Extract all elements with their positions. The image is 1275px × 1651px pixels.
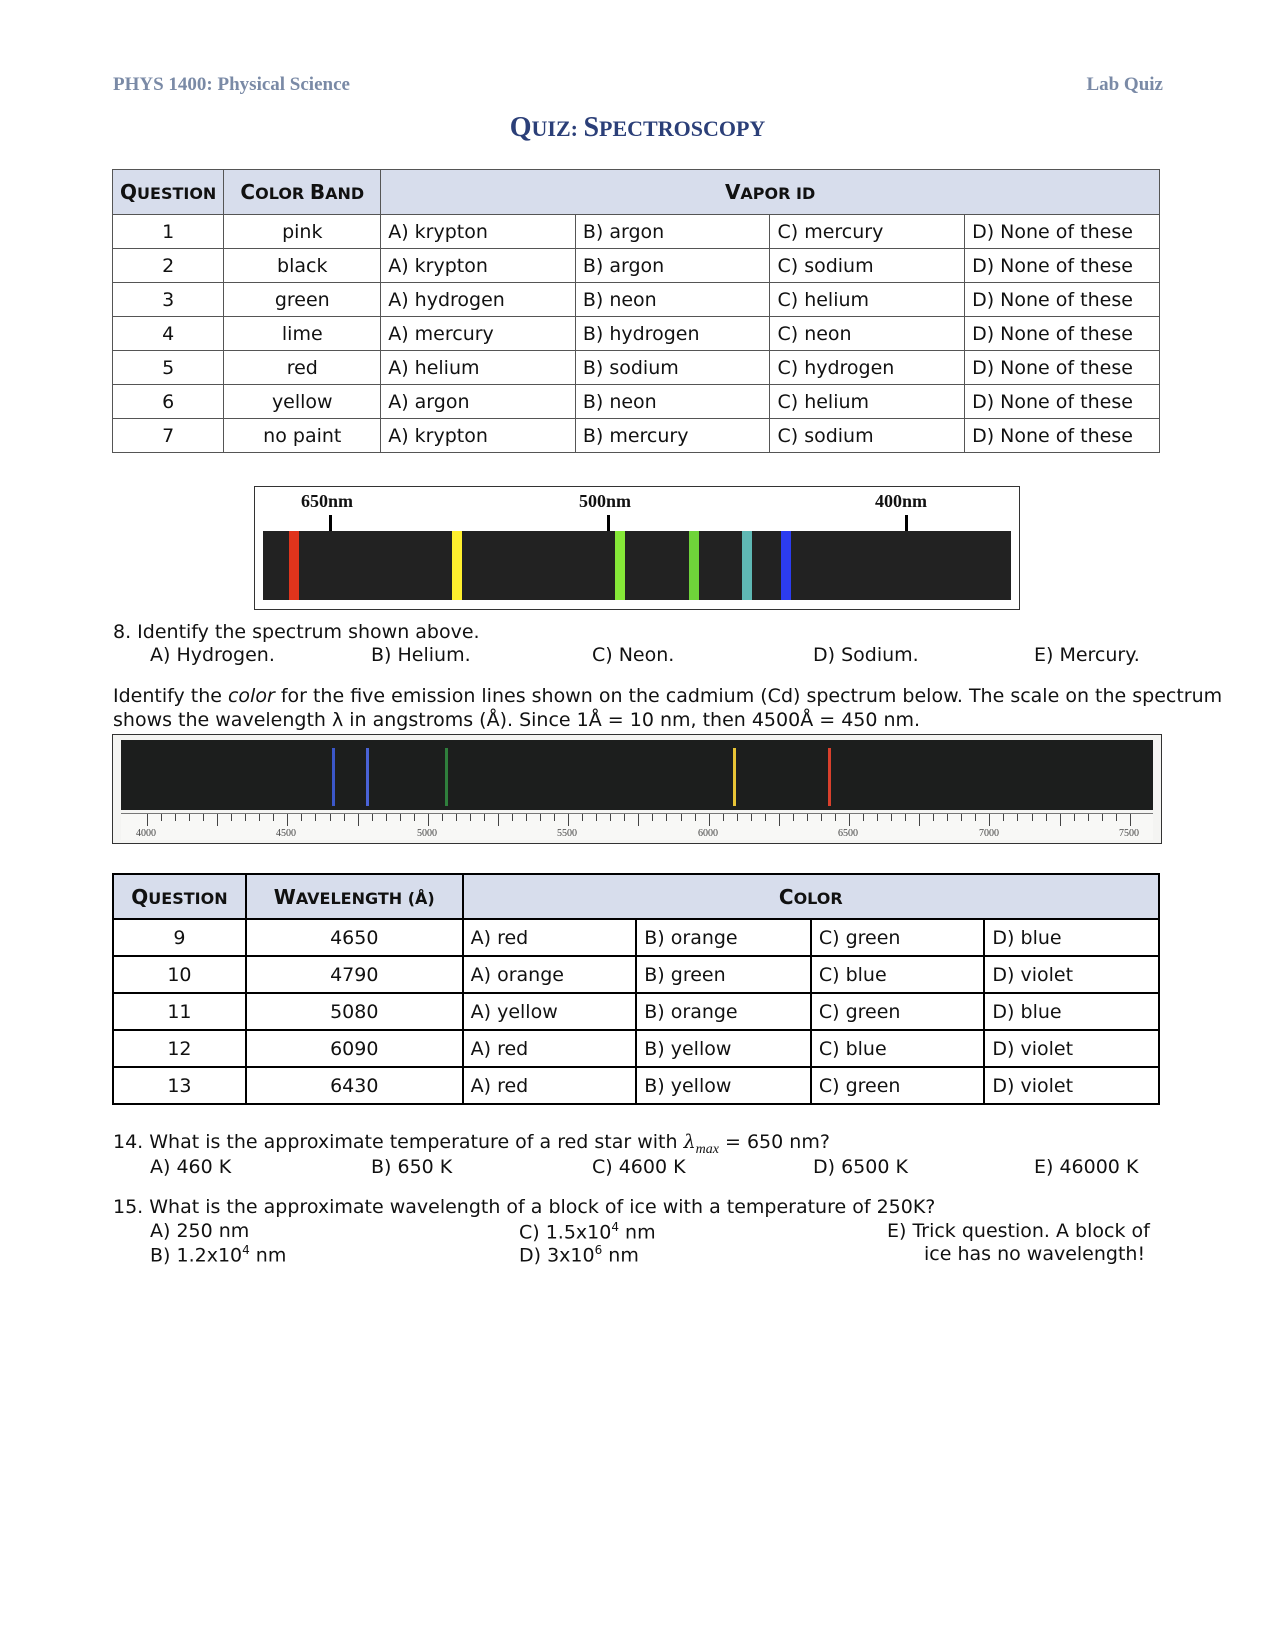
scale-tick <box>1088 814 1089 821</box>
scale-tick <box>414 814 415 821</box>
q8-choice-c[interactable]: C) Neon. <box>592 644 675 666</box>
choice-c[interactable]: C) blue <box>811 1030 985 1067</box>
scale-label: 6500 <box>838 828 858 839</box>
color-band: green <box>224 283 381 317</box>
col-color-header: COLOR <box>463 874 1159 919</box>
choice-b[interactable]: B) orange <box>636 919 811 956</box>
col-question-header: QUESTION <box>113 170 224 215</box>
table-row <box>113 419 1160 453</box>
choice-b[interactable]: B) neon <box>575 385 770 419</box>
choice-c[interactable]: C) green <box>811 1067 985 1104</box>
scale-tick <box>568 814 569 826</box>
scale-label: 5500 <box>557 828 577 839</box>
table-row <box>113 1067 1159 1104</box>
scale-tick <box>919 814 920 826</box>
choice-c[interactable]: C) hydrogen <box>770 351 965 385</box>
color-band: pink <box>224 215 381 249</box>
choice-a[interactable]: A) hydrogen <box>381 283 576 317</box>
q14-choice-a[interactable]: A) 460 K <box>150 1156 232 1178</box>
scale-tick <box>315 814 316 821</box>
choice-c[interactable]: C) neon <box>770 317 965 351</box>
q15-prompt: 15. What is the approximate wavelength of a block of ice with a temperature of 250K? <box>113 1196 936 1218</box>
scale-tick <box>610 814 611 821</box>
scale-tick <box>428 814 429 826</box>
scale-tick <box>596 814 597 821</box>
scale-tick <box>681 814 682 821</box>
col-vapor-id-header: VAPOR ID <box>381 170 1160 215</box>
scale-tick <box>807 814 808 821</box>
wavelength: 6090 <box>246 1030 463 1067</box>
scale-tick <box>1032 814 1033 821</box>
cadmium-spectrum-image <box>112 734 1162 844</box>
choice-d[interactable]: D) blue <box>984 993 1159 1030</box>
scale-tick <box>975 814 976 821</box>
scale-tick <box>259 814 260 821</box>
choice-c[interactable]: C) mercury <box>770 215 965 249</box>
choice-d[interactable]: D) None of these <box>965 385 1160 419</box>
scale-tick <box>695 814 696 821</box>
cd-line-1 <box>332 748 335 806</box>
emission-line-teal <box>742 531 752 600</box>
choice-d[interactable]: D) violet <box>984 1067 1159 1104</box>
choice-d[interactable]: D) violet <box>984 1030 1159 1067</box>
wavelength: 4790 <box>246 956 463 993</box>
choice-c[interactable]: C) helium <box>770 385 965 419</box>
choice-b[interactable]: B) sodium <box>575 351 770 385</box>
cd-line-4 <box>733 748 736 806</box>
wavelength: 5080 <box>246 993 463 1030</box>
scale-label: 7500 <box>1119 828 1139 839</box>
choice-a[interactable]: A) krypton <box>381 215 576 249</box>
scale-tick <box>344 814 345 821</box>
scale-tick <box>189 814 190 821</box>
label-400nm: 400nm <box>875 491 928 511</box>
scale-tick <box>891 814 892 821</box>
cd-line-2 <box>366 748 369 806</box>
color-band: yellow <box>224 385 381 419</box>
table-row <box>113 1030 1159 1067</box>
scale-tick <box>877 814 878 821</box>
scale-tick <box>1017 814 1018 821</box>
question-number: 7 <box>113 419 224 453</box>
q15-choice-e[interactable]: E) Trick question. A block of <box>887 1220 1150 1242</box>
question-number: 9 <box>113 919 246 956</box>
emission-line-green <box>689 531 699 600</box>
table-row <box>113 993 1159 1030</box>
color-band: black <box>224 249 381 283</box>
emission-line-red <box>289 531 299 600</box>
cd-line-3 <box>445 748 448 806</box>
cadmium-spectrum-strip <box>121 740 1153 810</box>
q15-choice-c[interactable]: C) $1.5x10^4$ nm <box>519 1220 656 1244</box>
scale-tick <box>835 814 836 821</box>
spectrum-strip <box>263 531 1011 600</box>
choice-d[interactable]: D) None of these <box>965 283 1160 317</box>
scale-tick <box>301 814 302 821</box>
scale-tick <box>624 814 625 821</box>
scale-tick <box>737 814 738 821</box>
q14-choice-c[interactable]: C) 4600 K <box>592 1156 686 1178</box>
choice-a[interactable]: A) yellow <box>463 993 637 1030</box>
question-number: 10 <box>113 956 246 993</box>
choice-c[interactable]: C) sodium <box>770 419 965 453</box>
question-number: 3 <box>113 283 224 317</box>
scale-tick <box>723 814 724 821</box>
scale-label: 4500 <box>276 828 296 839</box>
table-row <box>113 249 1160 283</box>
choice-c[interactable]: C) helium <box>770 283 965 317</box>
color-band: red <box>224 351 381 385</box>
scale-tick <box>456 814 457 821</box>
scale-tick <box>175 814 176 821</box>
scale-label: 4000 <box>136 828 156 839</box>
choice-a[interactable]: A) mercury <box>381 317 576 351</box>
scale-tick <box>849 814 850 826</box>
q8-prompt: 8. Identify the spectrum shown above. <box>113 621 480 643</box>
scale-tick <box>498 814 499 826</box>
wavelength: 4650 <box>246 919 463 956</box>
scale-tick <box>765 814 766 821</box>
scale-tick <box>582 814 583 821</box>
scale-tick <box>933 814 934 821</box>
choice-b[interactable]: B) neon <box>575 283 770 317</box>
q8-choice-d[interactable]: D) Sodium. <box>813 644 919 666</box>
label-650nm: 650nm <box>301 491 354 511</box>
scale-tick <box>231 814 232 821</box>
question-number: 11 <box>113 993 246 1030</box>
q8-choice-a[interactable]: A) Hydrogen. <box>150 644 275 666</box>
scale-label: 5000 <box>417 828 437 839</box>
scale-tick <box>1003 814 1004 821</box>
scale-tick <box>203 814 204 821</box>
scale-tick <box>1102 814 1103 821</box>
question-number: 4 <box>113 317 224 351</box>
choice-d[interactable]: D) None of these <box>965 215 1160 249</box>
choice-b[interactable]: B) orange <box>636 993 811 1030</box>
page-title: QUIZ: SPECTROSCOPY <box>509 112 766 143</box>
table-row <box>113 351 1160 385</box>
scale-tick <box>709 814 710 826</box>
cd-line-5 <box>828 748 831 806</box>
col-wavelength-header: WAVELENGTH (Å) <box>246 874 463 919</box>
table-row <box>113 956 1159 993</box>
scale-tick <box>386 814 387 821</box>
choice-b[interactable]: B) argon <box>575 249 770 283</box>
scale-tick <box>1074 814 1075 821</box>
scale-tick <box>484 814 485 821</box>
choice-b[interactable]: B) yellow <box>636 1067 811 1104</box>
scale-tick <box>989 814 990 826</box>
q14-choice-d[interactable]: D) 6500 K <box>813 1156 908 1178</box>
color-table <box>112 873 1160 1105</box>
scale-tick <box>442 814 443 821</box>
scale-tick <box>273 814 274 821</box>
q14-choice-e[interactable]: E) 46000 K <box>1034 1156 1139 1178</box>
scale-tick <box>1060 814 1061 826</box>
col-question-header: QUESTION <box>113 874 246 919</box>
choice-a[interactable]: A) red <box>463 919 637 956</box>
q14-prompt: 14. What is the approximate temperature of a red star with $\lambda_{max} = 650$ nm? <box>113 1131 830 1157</box>
choice-b[interactable]: B) green <box>636 956 811 993</box>
scale-tick <box>372 814 373 821</box>
q15-choice-a[interactable]: A) 250 nm <box>150 1220 250 1242</box>
scale-tick <box>330 814 331 821</box>
question-number: 5 <box>113 351 224 385</box>
color-band: no paint <box>224 419 381 453</box>
scale-tick <box>666 814 667 821</box>
choice-a[interactable]: A) helium <box>381 351 576 385</box>
wavelength: 6430 <box>246 1067 463 1104</box>
table-row <box>113 385 1160 419</box>
choice-b[interactable]: B) argon <box>575 215 770 249</box>
vapor-id-table <box>112 169 1160 453</box>
choice-d[interactable]: D) None of these <box>965 351 1160 385</box>
question-number: 12 <box>113 1030 246 1067</box>
table-row <box>113 215 1160 249</box>
choice-a[interactable]: A) red <box>463 1030 637 1067</box>
scale-tick <box>470 814 471 821</box>
choice-b[interactable]: B) yellow <box>636 1030 811 1067</box>
scale-tick <box>554 814 555 821</box>
scale-tick <box>961 814 962 821</box>
choice-d[interactable]: D) None of these <box>965 249 1160 283</box>
color-band: lime <box>224 317 381 351</box>
scale-tick <box>779 814 780 826</box>
question-number: 2 <box>113 249 224 283</box>
scale-tick <box>821 814 822 821</box>
choice-a[interactable]: A) argon <box>381 385 576 419</box>
scale-tick <box>358 814 359 826</box>
scale-tick <box>793 814 794 821</box>
scale-tick <box>540 814 541 821</box>
scale-label: 6000 <box>698 828 718 839</box>
scale-tick <box>1116 814 1117 821</box>
scale-tick <box>245 814 246 821</box>
cd-intro-line2: shows the wavelength λ in angstroms (Å). Since 1Å = 10 nm, then 4500Å = 450 nm. <box>113 709 921 731</box>
choice-d[interactable]: D) blue <box>984 919 1159 956</box>
choice-c[interactable]: C) sodium <box>770 249 965 283</box>
q8-choice-e[interactable]: E) Mercury. <box>1034 644 1140 666</box>
scale-tick <box>638 814 639 826</box>
scale-tick <box>751 814 752 821</box>
choice-b[interactable]: B) hydrogen <box>575 317 770 351</box>
choice-d[interactable]: D) violet <box>984 956 1159 993</box>
quiz-type-header: Lab Quiz <box>1086 74 1163 95</box>
emission-line-yellow <box>452 531 462 600</box>
course-header: PHYS 1400: Physical Science <box>113 74 350 95</box>
emission-line-lime <box>615 531 625 600</box>
scale-tick <box>905 814 906 821</box>
question-number: 13 <box>113 1067 246 1104</box>
spectrum-image <box>254 486 1020 610</box>
scale-tick <box>217 814 218 826</box>
col-color-band-header: COLOR BAND <box>224 170 381 215</box>
scale-tick <box>147 814 148 826</box>
q8-choice-b[interactable]: B) Helium. <box>371 644 471 666</box>
scale-tick <box>400 814 401 821</box>
choice-d[interactable]: D) None of these <box>965 419 1160 453</box>
choice-b[interactable]: B) mercury <box>575 419 770 453</box>
choice-d[interactable]: D) None of these <box>965 317 1160 351</box>
scale-label: 7000 <box>979 828 999 839</box>
choice-c[interactable]: C) green <box>811 993 985 1030</box>
wavelength-scale <box>121 813 1153 840</box>
question-number: 1 <box>113 215 224 249</box>
choice-c[interactable]: C) blue <box>811 956 985 993</box>
table-row <box>113 317 1160 351</box>
q15-choice-b[interactable]: B) $1.2x10^4$ nm <box>150 1243 287 1267</box>
q15-choice-e-cont: ice has no wavelength! <box>924 1243 1146 1265</box>
choice-a[interactable]: A) orange <box>463 956 637 993</box>
scale-tick <box>512 814 513 821</box>
table-row <box>113 283 1160 317</box>
q15-choice-d[interactable]: D) $3x10^6$ nm <box>519 1243 639 1267</box>
emission-line-blue <box>781 531 791 600</box>
scale-tick <box>652 814 653 821</box>
choice-a[interactable]: A) red <box>463 1067 637 1104</box>
table-row <box>113 919 1159 956</box>
choice-a[interactable]: A) krypton <box>381 249 576 283</box>
cd-intro-line1: Identify the color for the five emission lines shown on the cadmium (Cd) spectrum below. The scale on the spectrum <box>113 685 1223 707</box>
scale-tick <box>287 814 288 826</box>
scale-tick <box>526 814 527 821</box>
choice-c[interactable]: C) green <box>811 919 985 956</box>
scale-tick <box>947 814 948 821</box>
scale-tick <box>1046 814 1047 821</box>
q14-choice-b[interactable]: B) 650 K <box>371 1156 453 1178</box>
question-number: 6 <box>113 385 224 419</box>
choice-a[interactable]: A) krypton <box>381 419 576 453</box>
scale-tick <box>863 814 864 821</box>
label-500nm: 500nm <box>579 491 632 511</box>
scale-tick <box>1130 814 1131 826</box>
scale-tick <box>161 814 162 821</box>
